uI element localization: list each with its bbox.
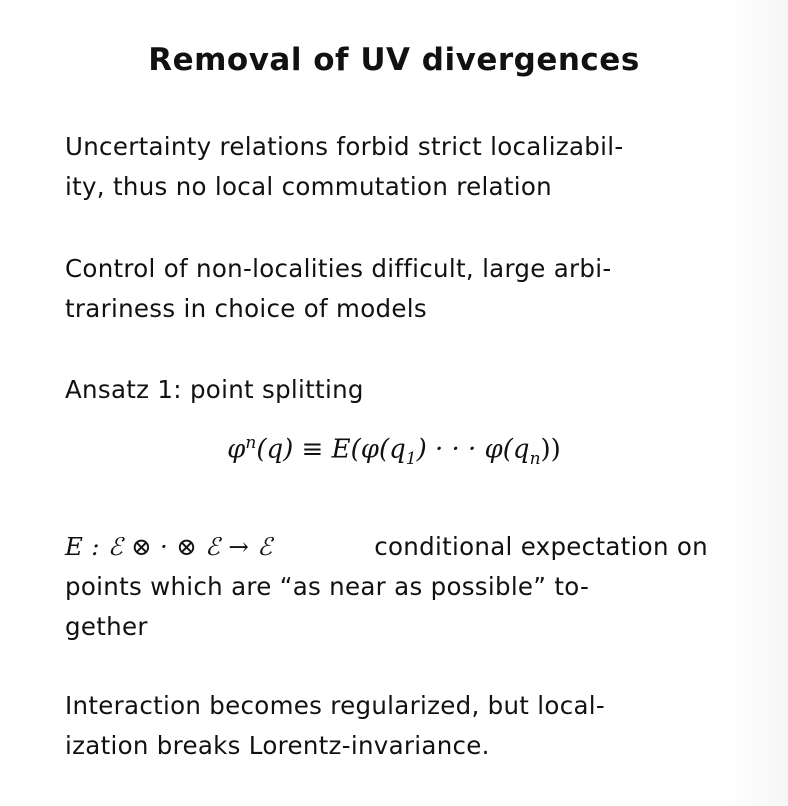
formula-equiv: ≡ [293, 434, 332, 465]
paragraph-line [65, 527, 708, 567]
paragraph-conditional-expectation [65, 527, 715, 647]
paragraph-line: points which are “as near as possible” to- [65, 572, 590, 601]
paragraph-line: trariness in choice of models [65, 294, 427, 323]
formula-lhs-base: φ [227, 434, 246, 465]
paragraph-line: Ansatz 1: point splitting [65, 375, 364, 404]
paragraph-line: Control of non-localities difficult, large arbi- [65, 254, 612, 283]
paragraph-line: Uncertainty relations forbid strict localizabil- [65, 132, 624, 161]
paragraph-line: gether [65, 612, 148, 641]
paragraph-line: ization breaks Lorentz-invariance. [65, 731, 490, 760]
formula-close: )) [540, 434, 561, 465]
formula-middle: ) · · · φ(q [416, 434, 530, 465]
formula-lhs-arg: (q) [256, 434, 294, 465]
math-conditional-map: E : ℰ ⊗ · ⊗ ℰ → ℰ [65, 532, 273, 561]
formula-sub-n: n [529, 448, 541, 469]
paragraph-line-rest: conditional expectation on [374, 532, 708, 561]
formula-sub-1: 1 [405, 448, 417, 469]
slide-title: Removal of UV divergences [148, 42, 640, 78]
formula-lhs-sup: n [245, 433, 257, 453]
point-splitting-formula [0, 433, 788, 469]
paragraph-nonlocality [65, 249, 715, 329]
paragraph-uncertainty [65, 127, 715, 207]
paragraph-line: Interaction becomes regularized, but local- [65, 691, 606, 720]
paragraph-line: ity, thus no local commutation relation [65, 172, 552, 201]
paragraph-interaction [65, 686, 715, 766]
paragraph-ansatz [65, 370, 715, 410]
formula-E: E [331, 434, 351, 465]
formula-open: (φ(q [350, 434, 406, 465]
